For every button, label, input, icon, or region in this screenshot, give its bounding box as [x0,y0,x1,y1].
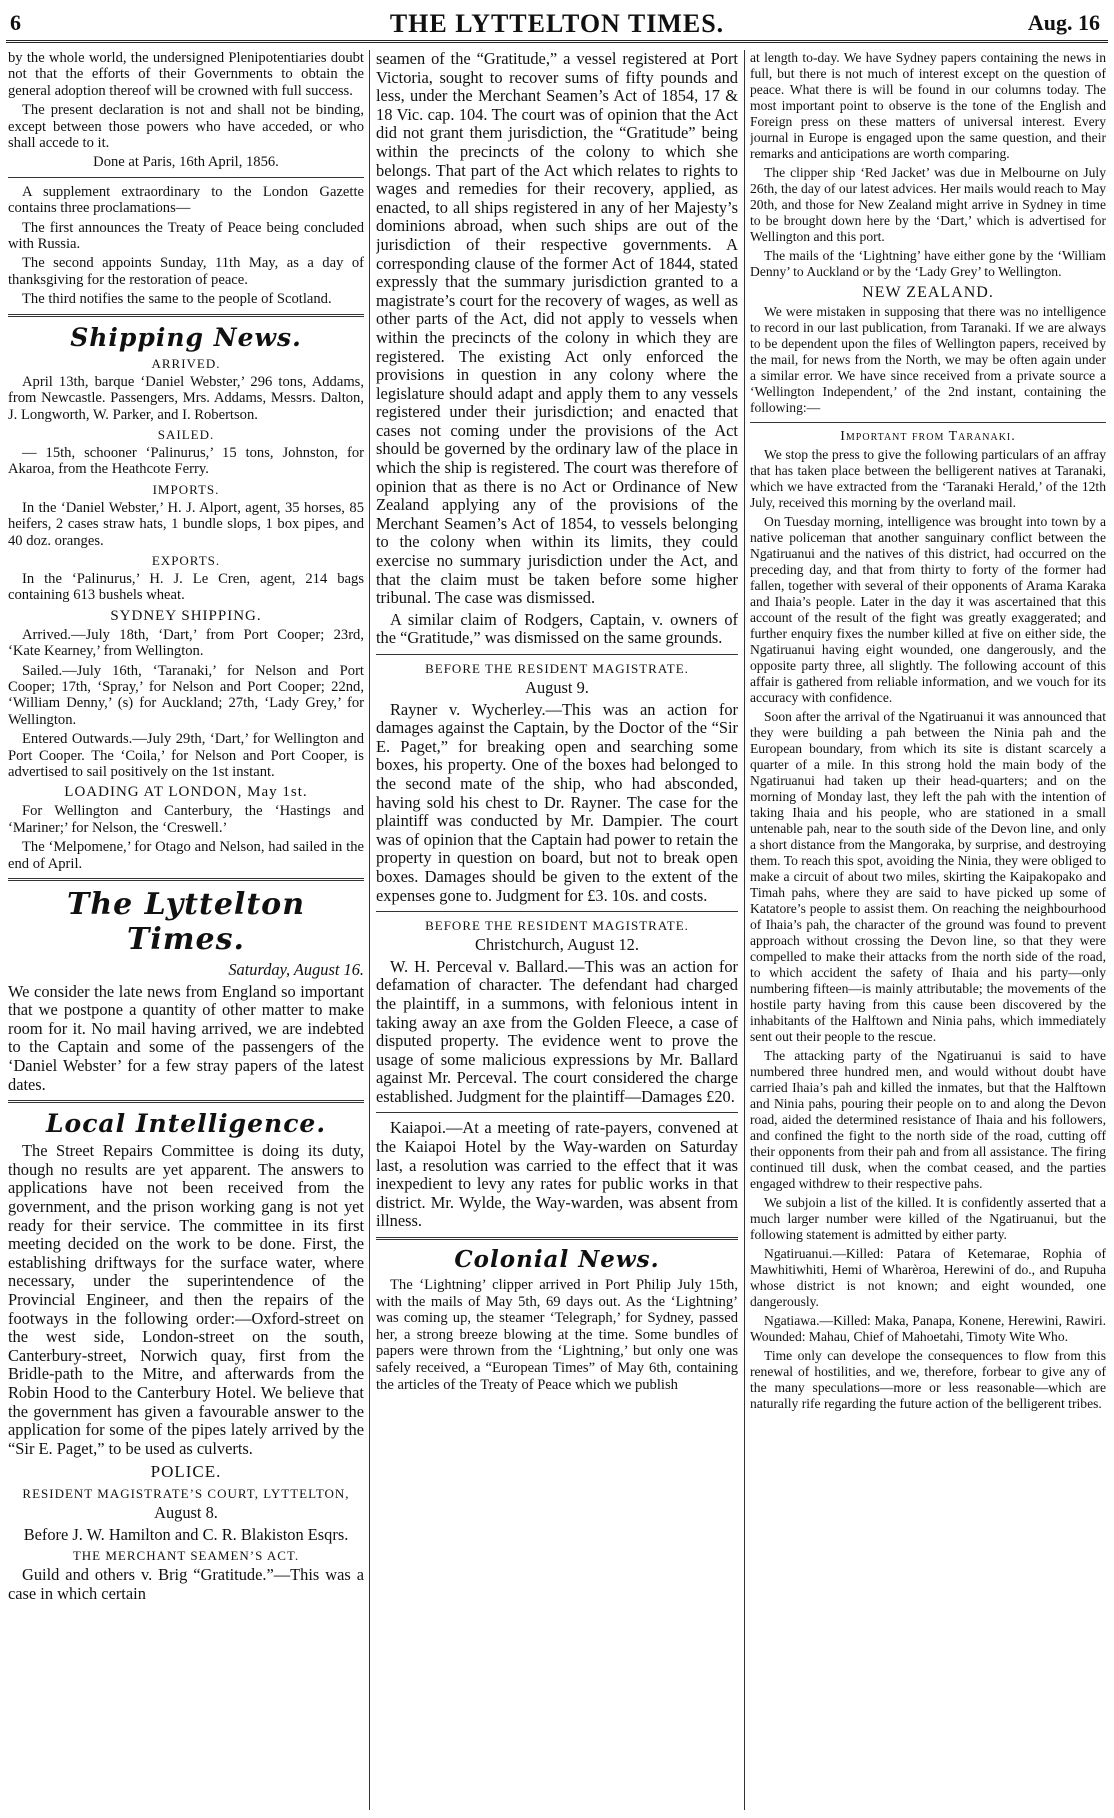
perceval-case-text: W. H. Perceval v. Ballard.—This was an action for defamation of character. The defendant had charged the plaintiff, in a summons, with felonious intent in taking away an axe from the Golden Fleece, a case of disputed property. The evidence went to prove the usage of some malicious expressions by Mr. Ballard against Mr. Perceval. The court considered the charge established. Judgment for the plaintiff—Damages £20. [376,956,738,1106]
page-number: 6 [10,10,21,35]
taranaki-text: We subjoin a list of the killed. It is confidently asserted that a much larger number were killed of the Ngatiruanui, but the following statement is admitted by either party. [750,1195,1106,1242]
arrived-text: April 13th, barque ‘Daniel Webster,’ 296 tons, Addams, from Newcastle. Passengers, Mrs. Addams, Messrs. Dalton, J. Longworth, W. Parker, and I. Robertson. [8,373,364,423]
rodgers-case-text: A similar claim of Rodgers, Captain, v. owners of the “Gratitude,” was dismissed on the same grounds. [376,609,738,648]
column-2 [376,50,738,1810]
treaty-signoff: Done at Paris, 16th April, 1856. [93,154,279,171]
new-zealand-text: We were mistaken in supposing that there was no intelligence to record in our last publication, from Taranaki. If we are always to be dependent upon the files of Wellington papers, received by the mail, for news from the North, we may be often again under a similar error. We have since received from a private source a ‘Wellington Independent,’ of the 2nd instant, containing the following:— [750,304,1106,415]
resident-magistrate-date: August 9. [525,678,589,697]
editorial-date: Saturday, August 16. [228,960,364,980]
exports-text: In the ‘Palinurus,’ H. J. Le Cren, agent, 214 bags containing 613 bushels wheat. [8,570,364,604]
gazette-paragraph: The first announces the Treaty of Peace being concluded with Russia. [8,219,364,253]
police-heading: POLICE. [150,1462,222,1482]
arrived-heading: ARRIVED. [151,355,221,371]
gazette-paragraph: A supplement extraordinary to the London Gazette contains three proclamations— [8,183,364,217]
treaty-paragraph: The present declaration is not and shall not be binding, except between those powers who have acceded, or who shall accede to it. [8,102,364,152]
page-header [6,6,1108,43]
loading-heading: LOADING AT LONDON, May 1st. [64,784,308,801]
issue-date: Aug. 16 [1027,10,1100,35]
local-intelligence-heading: Local Intelligence. [45,1109,327,1139]
sailed-heading: SAILED. [157,426,215,442]
police-before: Before J. W. Hamilton and C. R. Blakiston Esqrs. [23,1524,349,1544]
loading-text: The ‘Melpomene,’ for Otago and Nelson, had sailed in the end of April. [8,839,364,872]
divider [8,878,364,881]
police-act: THE MERCHANT SEAMEN’S ACT. [72,1548,300,1564]
divider [8,177,364,178]
lightning-text: The ‘Lightning’ clipper arrived in Port Philip July 15th, with the mails of May 5th, 69 days out. As the ‘Lightning’ was coming up, the steamer ‘Telegraph,’ for Sydney, passed her, a strong breeze blowing at the time. Some bundles of papers were thrown from the ‘Lightning,’ but only one was safely received, a “European Times” of May 6th, containing the articles of the Treaty of Peace which we publish [376,1277,738,1393]
column-1 [8,50,364,1810]
divider [376,1112,738,1113]
police-court: RESIDENT MAGISTRATE’S COURT, LYTTELTON, [22,1486,350,1502]
divider [8,1100,364,1103]
local-intelligence-text: The Street Repairs Committee is doing its duty, though no results are yet apparent. The answers to applications have not been received from the government, and the prison working gang is not yet ready for their service. The committee in its first meeting decided on the work to be done. First, the establishing driftways for the surface water, where necessary, under the superintendence of the Provincial Engineer, and then the repairs of the footways in the following order:—Oxford-street on the west side, London-street on the south, Canterbury-street, Norwich quay, first from the Bridle-path to the Mitre, and afterwards from the Robin Hood to the Canterbury Hotel. We believe that the government has given a favourable answer to the application for some of the pipes lately arrived by the “Sir E. Paget,” to be used as culverts. [8,1141,364,1458]
sydney-papers-text: at length to-day. We have Sydney papers containing the news in full, but there is not much of interest except on the question of peace. What there is will be found in our columns today. The most important point to observe is the tone of the English and Foreign press on these matters of universal interest. Every journal in Europe is engaged upon the same question, and their remarks and anticipations are worth comparing. [750,50,1106,161]
resident-magistrate-heading: BEFORE THE RESIDENT MAGISTRATE. [425,661,689,676]
colonial-news-heading: Colonial News. [454,1246,660,1274]
sydney-shipping-text: Entered Outwards.—July 29th, ‘Dart,’ for Wellington and Port Cooper. The ‘Coila,’ for Nelson and Port Cooper, is advertised to sail positively on the 1st instant. [8,731,364,780]
lyttelton-times-masthead: The Lyttelton Times. [67,887,305,958]
kaiapoi-text: Kaiapoi.—At a meeting of rate-payers, convened at the Kaiapoi Hotel by the Way-warden on Saturday last, a resolution was carried to the effect that it was inexpedient to levy any rates for public works in that district. Mr. Wylde, the Way-warden, was absent from illness. [376,1118,738,1231]
mails-text: The mails of the ‘Lightning’ have either gone by the ‘William Denny’ to Auckland or by the ‘Lady Grey’ to Wellington. [750,248,1106,279]
police-case-text: Guild and others v. Brig “Gratitude.”—This was a case in which certain [8,1565,364,1604]
divider [8,314,364,317]
rayner-case-text: Rayner v. Wycherley.—This was an action for damages against the Captain, by the Doctor of the “Sir E. Paget,” for breaking open and searching some boxes, his property. One of the boxes had belonged to the second mate of the ship, who had absconded, having sold his chest to Dr. Rayner. The case for the plaintiff was conducted by Mr. Dampier. The court was of opinion that the Captain had power to retain the property in question on board, but not to break open boxes. Damages should be given to the extent of the expenses gone to. Judgment for £3. 10s. and costs. [376,699,738,905]
taranaki-text: Time only can develope the consequences to flow from this renewal of hostilities, and we, therefore, forbear to give any of the many speculations—more or less reasonable—which are naturally rife regarding the future action of the belligerent tribes. [750,1348,1106,1411]
taranaki-text: On Tuesday morning, intelligence was brought into town by a native policeman that another sanguinary conflict between the Ngatiruanui and the natives of this district, had occurred on the preceding day, and that from thirty to forty of the former had fallen, together with several of their opponents of Arama Karaka and Ihaia’s people. Later in the day it was ascertained that this account of the result of the fight was greatly exaggerated; and further enquiry fixes the number killed at five on either side, the Ngatiruanui having eight wounded, one dangerously, and the opposite party three, all slightly. The following account of this affair is gathered from reliable information, and we vouch for its accuracy with confidence. [750,514,1106,705]
loading-text: For Wellington and Canterbury, the ‘Hastings and ‘Mariner;’ for Nelson, the ‘Creswell.’ [8,803,364,836]
sydney-shipping-heading: SYDNEY SHIPPING. [110,607,262,624]
new-zealand-heading: NEW ZEALAND. [862,284,994,301]
casualty-list: Ngatiawa.—Killed: Maka, Panapa, Konene, Herewini, Rawiri. Wounded: Mahau, Chief of Mahoetahi, Timoty Wite Who. [750,1313,1106,1344]
shipping-news-heading: Shipping News. [70,322,302,352]
exports-heading: EXPORTS. [151,552,221,568]
sydney-shipping-text: Sailed.—July 16th, ‘Taranaki,’ for Nelson and Port Cooper; 17th, ‘Spray,’ for Nelson and Port Cooper; 22nd, ‘William Denny,’ (s) for Auckland; 27th, ‘Lady Grey,’ for Wellington. [8,662,364,728]
divider [376,654,738,655]
taranaki-text: The attacking party of the Ngatiruanui is said to have numbered three hundred men, and would without doubt have carried Ihaia’s pah and killed the inmates, but that the Halftown and Ninia pahs, pouring their people on to and along the Devon road, aided the determined resistance of Ihaia and his followers, and confined the fight to the north side of the road, cutting off their opponents from their pah and from all assistance. The firing continued till dusk, when the combat ceased, and the parties engaged withdrew to their respective pahs. [750,1048,1106,1191]
imports-text: In the ‘Daniel Webster,’ H. J. Alport, agent, 35 horses, 85 heifers, 2 cases straw hats, 1 bundle slops, 1 box pipes, and 40 doz. oranges. [8,499,364,549]
taranaki-heading: Important from Taranaki. [840,429,1016,444]
divider [376,911,738,912]
gazette-paragraph: The second appoints Sunday, 11th May, as a day of thanksgiving for the restoration of peace. [8,255,364,288]
newspaper-title: THE LYTTELTON TIMES. [389,9,725,38]
treaty-paragraph: by the whole world, the undersigned Plenipotentiaries doubt not that the efforts of their Governments to obtain the general adoption thereof will be crowned with full success. [8,50,364,99]
gratitude-case-text: seamen of the “Gratitude,” a vessel registered at Port Victoria, sought to recover sums of fifty pounds and less, under the Merchant Seamen’s Act of 1854, 17 & 18 Vic. cap. 104. The court was of opinion that the Act did not grant them jurisdiction, the “Gratitude” being within the precincts of the colony to which she belongs. That part of the Act which relates to rights to wages and remedies for their recovery, applied, as enacted, to all ships registered in any of her Majesty’s dominions abroad, when such ships are out of the jurisdiction of their respective governments. A corresponding clause of the former Act of 1844, stated expressly that the summary jurisdiction granted to a magistrate’s court for the recovery of wages, as well as other parts of the Act, did not apply to vessels when within the precincts of the colony in which they are registered. The existing Act only enforced the provisions in question in any colony where the legislature should adapt and apply them to any vessels registered under their jurisdiction; and enacted that cases not coming under the provisions of the Act should be governed by the ordinary law of the place in which the ship is registered. The court was therefore of opinion that as there is no Act or Ordinance of New Zealand applying any of the provisions of the Merchant Seamen’s Act of 1854, to vessels belonging to the colony when within its limits, they could exercise no summary jurisdiction under the Act, and that the claim must be taken before some higher tribunal. The case was dismissed. [376,50,738,608]
police-date: August 8. [154,1503,218,1523]
resident-magistrate-heading: BEFORE THE RESIDENT MAGISTRATE. [425,918,689,934]
imports-heading: IMPORTS. [152,481,220,497]
casualty-list: Ngatiruanui.—Killed: Patara of Ketemarae, Rophia of Mawhitiwhiti, Hemi of Wharèroa, Herewini of do., and Rupuha whose district is not known; and eight wounded, one dangerously. [750,1246,1106,1309]
sailed-text: — 15th, schooner ‘Palinurus,’ 15 tons, Johnston, for Akaroa, from the Heathcote Ferry. [8,444,364,478]
resident-magistrate-date: Christchurch, August 12. [475,935,639,955]
taranaki-text: Soon after the arrival of the Ngatiruanui it was announced that they were building a pah between the Ninia pah and the European boundary, from which its site is distant scarcely a quarter of a mile. In this strong hold the main body of the Ngatiruanui had taken up their head-quarters; and on the morning of Monday last, they left the pah with the intention of taking Ihaia and his people, who are stationed in a small untenable pah, near to the south side of the Devon line, and only a short distance from the Mangoraka, by surprise, and destroying them. To reach this spot, avoiding the Ninia, they were obliged to make a circuit of about two miles, skirting the Kaipakopako and Timah pahs, where they are said to have picked up some of Katatore’s people to assist them. On reaching the neighbourhood of Ihaia’s pah, the character of the ground was found to prevent approach without crossing the Devon line, so that they were compelled to make their attacks from the north side of the road, to which accident the safety of Ihaia and his party—only numbering fifteen—is mainly attributable; the movements of the hostile party having from this cause been discovered by the inhabitants of the Halftown and Ninia pahs, which immediately sent out their people to the rescue. [750,709,1106,1044]
sydney-shipping-text: Arrived.—July 18th, ‘Dart,’ from Port Cooper; 23rd, ‘Kate Kearney,’ from Wellington. [8,626,364,660]
editorial-text: We consider the late news from England so important that we postpone a quantity of other matter to make room for it. No mail having arrived, we are indebted to the Captain and some of the passengers of the ‘Daniel Webster’ for a few stray papers of the latest dates. [8,981,364,1094]
red-jacket-text: The clipper ship ‘Red Jacket’ was due in Melbourne on July 26th, the day of our latest advices. Her mails would reach to May 20th, and those for New Zealand might arrive in Sydney in time to be brought down here by the ‘Dart,’ which is advertised for Wellington and this port. [750,165,1106,244]
gazette-paragraph: The third notifies the same to the people of Scotland. [22,291,332,308]
newspaper-page [6,6,1108,1812]
column-3 [750,50,1106,1810]
divider [376,1237,738,1240]
divider [750,422,1106,423]
taranaki-text: We stop the press to give the following particulars of an affray that has taken place between the belligerent natives at Taranaki, which we have extracted from the ‘Taranaki Herald,’ of the 12th July, received this morning by the overland mail. [750,447,1106,510]
